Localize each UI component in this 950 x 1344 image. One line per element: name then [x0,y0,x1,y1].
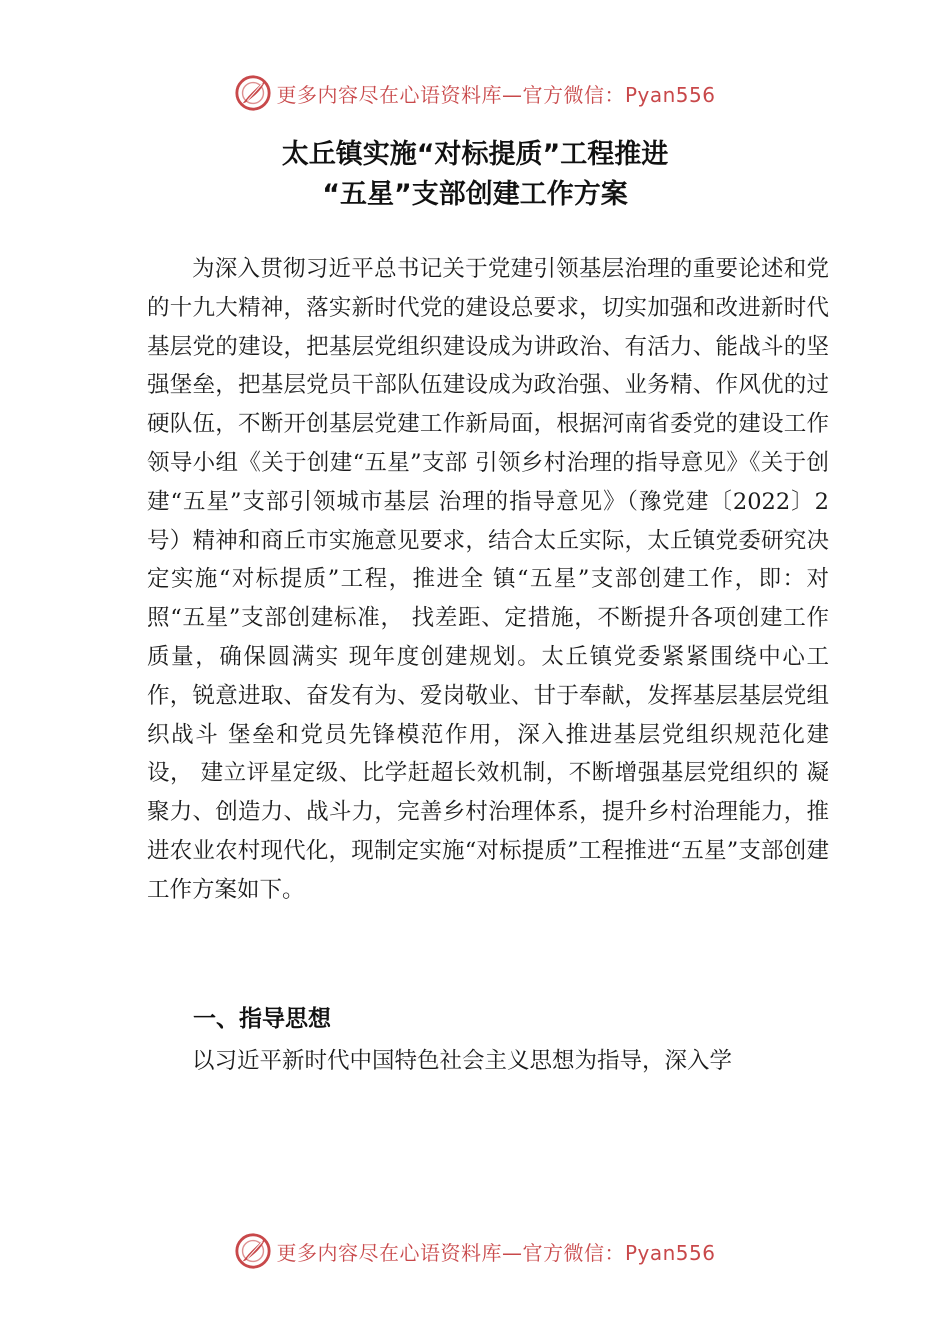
watermark-content [234,74,715,112]
watermark-banner-bottom [0,1228,950,1274]
intro-paragraph: 为深入贯彻习近平总书记关于党建引领基层治理的重要论述和党的十九大精神，落实新时代党的建设总要求，切实加强和改进新时代基层党的建设，把基层党组织建设成为讲政治、有活力、能战斗的坚强堡垒，把基层党员干部队伍建设成为政治强、业务精、作风优的过硬队伍，不断开创基层党建工作新局面，根据河南省委党的建设工作领导小组《关于创建“五星”支部 引领乡村治理的指导意见》《关于创建“五星”支部引领城市基层 治理的指导意见》（豫党建〔2022〕2 号）精神和商丘市实施意见要求，结合太丘实际，太丘镇党委研究决定实施“对标提质”工程，推进全 镇“五星”支部创建工作，即：对照“五星”支部创建标准， 找差距、定措施，不断提升各项创建工作质量，确保圆满实 现年度创建规划。太丘镇党委紧紧围绕中心工作，锐意进取、奋发有为、爱岗敬业、甘于奉献，发挥基层基层党组织战斗 堡垒和党员先锋模范作用，深入推进基层党组织规范化建设， 建立评星定级、比学赶超长效机制，不断增强基层党组织的 凝聚力、创造力、战斗力，完善乡村治理体系，提升乡村治理能力，推进农业农村现代化，现制定实施“对标提质”工程推进“五星”支部创建工作方案如下。 [147,256,829,903]
quill-circle-logo-icon [234,74,272,112]
watermark-content [234,1232,715,1270]
quill-circle-logo-icon [234,1232,272,1270]
watermark-text: 更多内容尽在心语资料库—官方微信：Pyan556 [276,1240,716,1265]
document-title-line-2: “五星”支部创建工作方案 [322,179,628,210]
watermark-text: 更多内容尽在心语资料库—官方微信：Pyan556 [276,82,716,107]
watermark-banner-top [0,70,950,116]
document-title-line-1: 太丘镇实施“对标提质”工程推进 [281,139,669,170]
section1-paragraph: 以习近平新时代中国特色社会主义思想为指导，深入学 [192,1048,733,1074]
section-heading-guiding-ideology: 一、指导思想 [193,1006,331,1032]
